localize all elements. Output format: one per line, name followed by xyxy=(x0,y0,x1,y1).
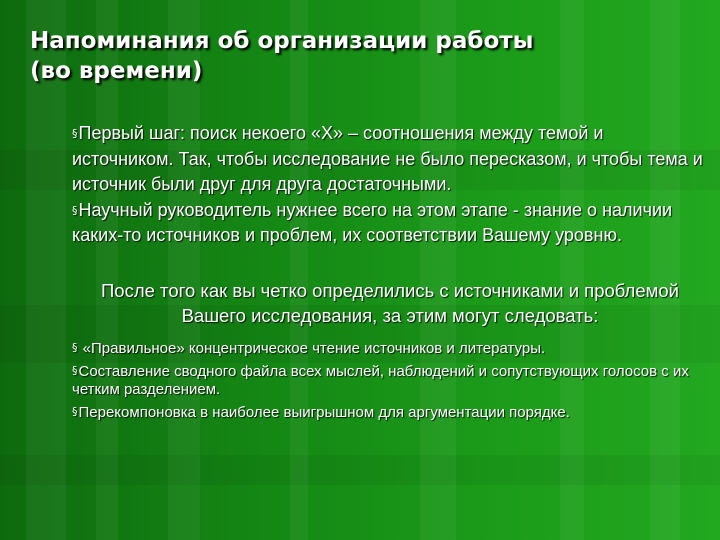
slide-title-line: (во времени) xyxy=(30,58,203,84)
bullet-icon: § xyxy=(72,340,78,354)
bullet-text: Составление сводного файла всех мыслей, наблюдений и сопутствующих голосов с их четким разделением. xyxy=(72,362,689,398)
bullet-icon: § xyxy=(72,203,78,217)
slide-title-line: Напоминания об организации работы xyxy=(30,28,534,54)
main-bullet-item xyxy=(72,198,708,249)
slide-body xyxy=(72,121,708,426)
bullet-text: Первый шаг: поиск некоего «Х» – соотношения между темой и источником. Так, чтобы исследование не было пересказом, и чтобы тема и источник были друг для друга достаточными. xyxy=(72,123,703,194)
centered-paragraph: После того как вы четко определились с источниками и проблемой Вашего исследования, за этим могут следовать: xyxy=(101,279,679,326)
sub-bullet-item xyxy=(72,403,708,422)
sub-bullet-list xyxy=(72,339,708,422)
sub-bullet-item xyxy=(72,339,708,358)
bullet-text: Научный руководитель нужнее всего на этом этапе - знание о наличии каких-то источников и проблем, их соответствии Вашему уровню. xyxy=(72,199,673,245)
bullet-text: «Правильное» концентрическое чтение источников и литературы. xyxy=(78,339,546,357)
main-bullet-list xyxy=(72,121,708,249)
main-bullet-item xyxy=(72,121,708,198)
bullet-icon: § xyxy=(72,363,78,377)
bullet-text: Перекомпоновка в наиболее выигрышном для аргументации порядке. xyxy=(78,403,570,421)
background-stripe xyxy=(0,455,720,485)
slide-title xyxy=(30,26,690,86)
bullet-icon: § xyxy=(72,404,78,418)
sub-bullet-item xyxy=(72,362,708,399)
bullet-icon: § xyxy=(72,127,78,140)
